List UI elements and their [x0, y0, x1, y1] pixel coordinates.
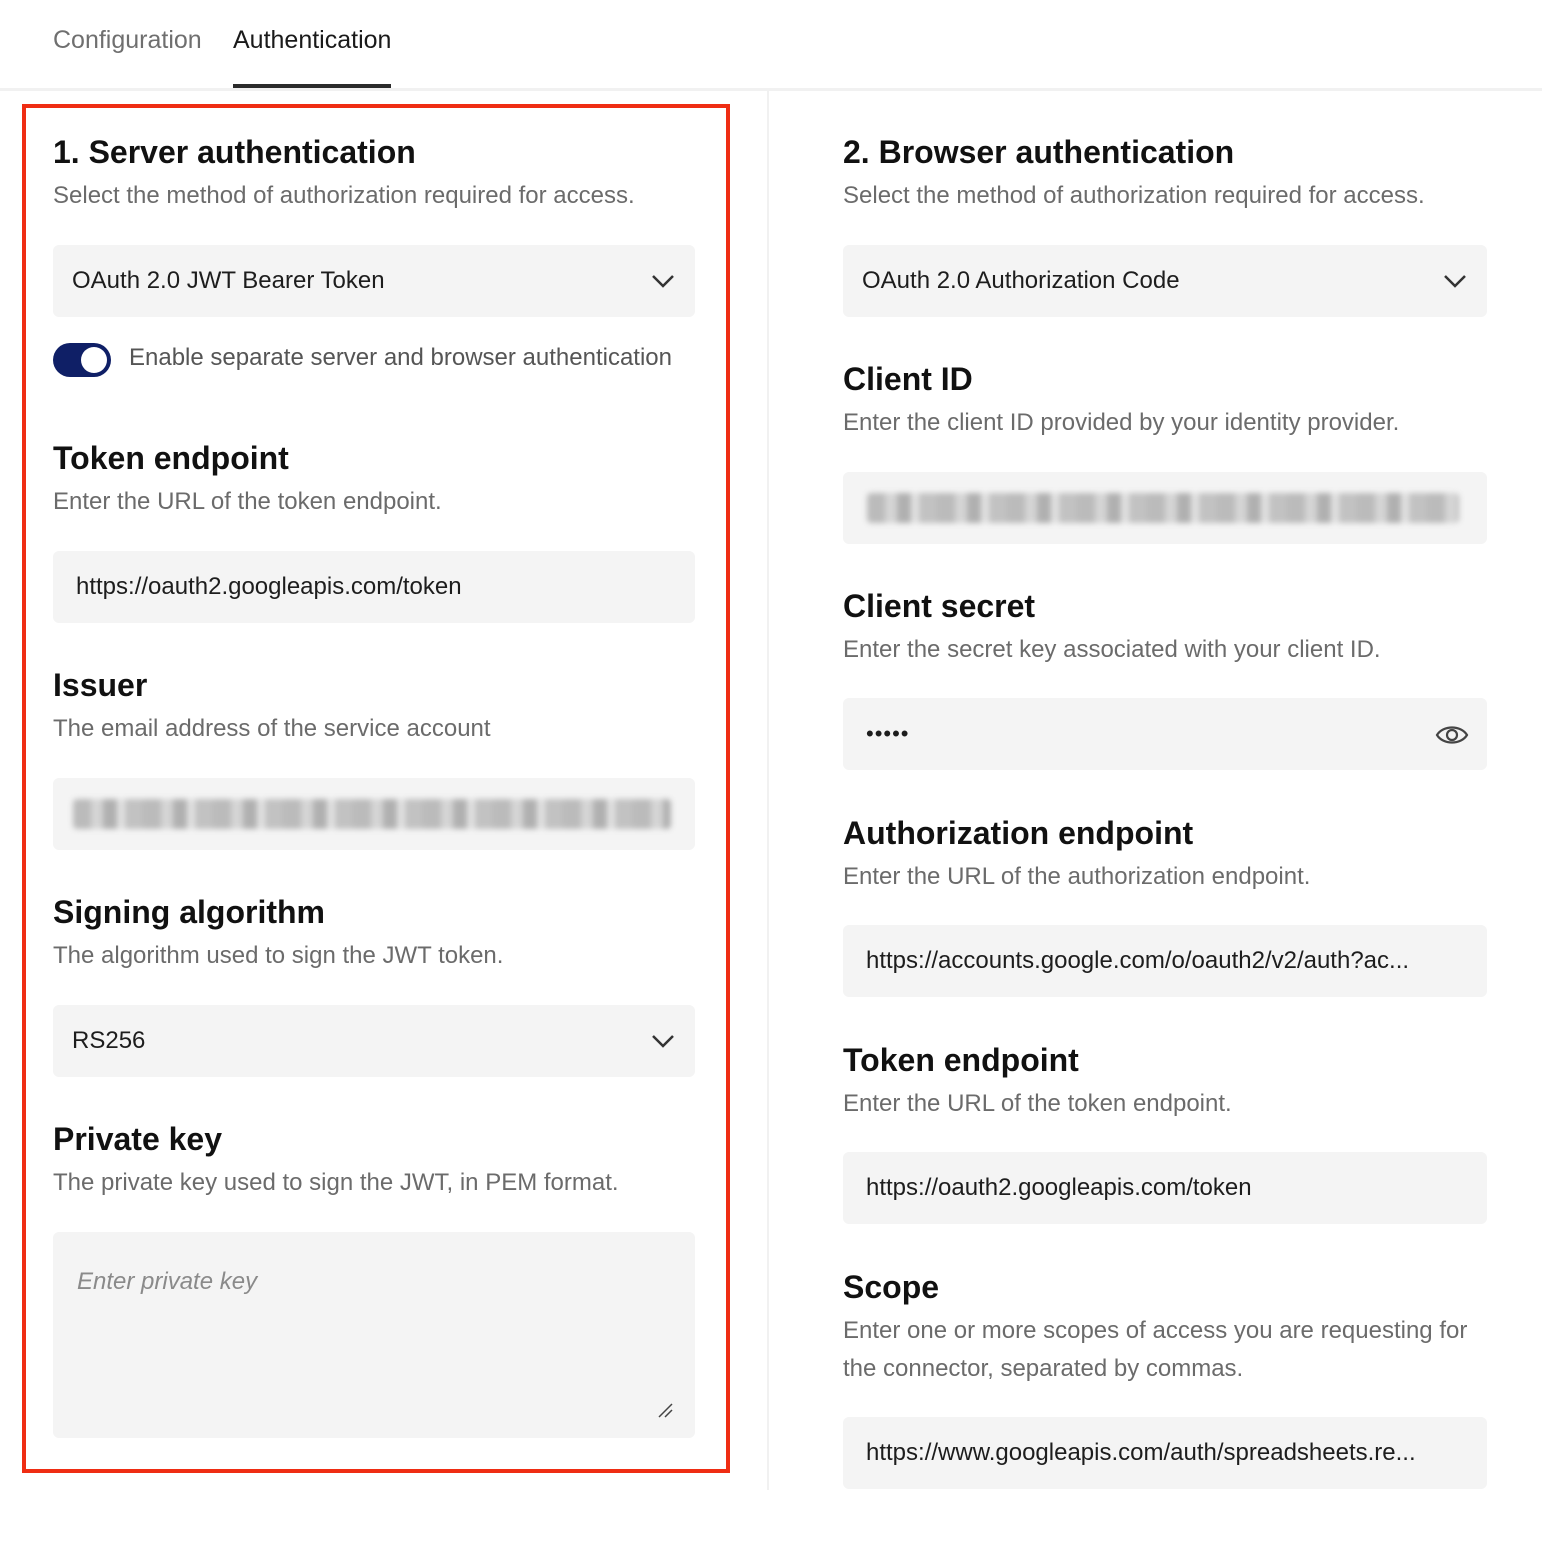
separate-auth-toggle-label: Enable separate server and browser authentication	[129, 344, 672, 371]
private-key-placeholder: Enter private key	[77, 1268, 258, 1295]
server-auth-description: Select the method of authorization required for access.	[53, 182, 635, 209]
server-token-endpoint-description: Enter the URL of the token endpoint.	[53, 488, 442, 515]
separate-auth-toggle[interactable]	[53, 343, 111, 377]
signing-algorithm-select[interactable]	[53, 1005, 695, 1077]
browser-token-endpoint-input[interactable]	[843, 1152, 1487, 1224]
issuer-label: Issuer	[53, 667, 148, 703]
eye-icon[interactable]	[1435, 718, 1469, 752]
scope-label: Scope	[843, 1269, 940, 1305]
client-secret-label: Client secret	[843, 588, 1036, 624]
client-id-input[interactable]	[843, 472, 1487, 544]
scope-input[interactable]	[843, 1417, 1487, 1489]
browser-token-endpoint-description: Enter the URL of the token endpoint.	[843, 1090, 1232, 1117]
server-token-endpoint-label: Token endpoint	[53, 440, 289, 476]
private-key-description: The private key used to sign the JWT, in PEM format.	[53, 1169, 619, 1196]
resize-handle-icon[interactable]	[657, 1402, 673, 1418]
tab-bar	[0, 0, 1542, 91]
issuer-description: The email address of the service account	[53, 715, 491, 742]
signing-algorithm-value: RS256	[72, 1027, 146, 1054]
server-method-value: OAuth 2.0 JWT Bearer Token	[72, 267, 385, 294]
server-token-endpoint-input[interactable]	[53, 551, 695, 623]
column-divider	[767, 90, 769, 1490]
authorization-endpoint-label: Authorization endpoint	[843, 815, 1194, 851]
chevron-down-icon	[1441, 267, 1469, 295]
tab-authentication[interactable]: Authentication	[233, 26, 391, 88]
browser-token-endpoint-label: Token endpoint	[843, 1042, 1079, 1078]
client-secret-description: Enter the secret key associated with your client ID.	[843, 636, 1381, 663]
private-key-textarea[interactable]	[53, 1232, 695, 1438]
authorization-endpoint-input[interactable]	[843, 925, 1487, 997]
server-token-endpoint-value: https://oauth2.googleapis.com/token	[76, 573, 462, 600]
browser-method-select[interactable]	[843, 245, 1487, 317]
client-id-label: Client ID	[843, 361, 973, 397]
browser-auth-title: 2. Browser authentication	[843, 134, 1235, 170]
client-secret-value: •••••	[866, 721, 910, 746]
browser-auth-description: Select the method of authorization required for access.	[843, 182, 1425, 209]
server-method-select[interactable]	[53, 245, 695, 317]
issuer-input[interactable]	[53, 778, 695, 850]
chevron-down-icon	[649, 267, 677, 295]
browser-token-endpoint-value: https://oauth2.googleapis.com/token	[866, 1174, 1252, 1201]
scope-description: Enter one or more scopes of access you are requesting for the connector, separated by commas.	[843, 1317, 1468, 1382]
signing-algorithm-label: Signing algorithm	[53, 894, 325, 930]
signing-algorithm-description: The algorithm used to sign the JWT token.	[53, 942, 504, 969]
authorization-endpoint-description: Enter the URL of the authorization endpoint.	[843, 863, 1311, 890]
client-id-description: Enter the client ID provided by your identity provider.	[843, 409, 1400, 436]
client-id-value-redacted	[867, 493, 1459, 523]
toggle-knob	[81, 347, 107, 373]
authorization-endpoint-value: https://accounts.google.com/o/oauth2/v2/auth?ac...	[866, 947, 1410, 974]
server-auth-title: 1. Server authentication	[53, 134, 416, 170]
chevron-down-icon	[649, 1027, 677, 1055]
scope-value: https://www.googleapis.com/auth/spreadsheets.re...	[866, 1439, 1416, 1466]
browser-method-value: OAuth 2.0 Authorization Code	[862, 267, 1180, 294]
client-secret-input[interactable]	[843, 698, 1487, 770]
issuer-value-redacted	[73, 799, 671, 829]
private-key-label: Private key	[53, 1121, 223, 1157]
tab-configuration[interactable]: Configuration	[53, 26, 202, 54]
